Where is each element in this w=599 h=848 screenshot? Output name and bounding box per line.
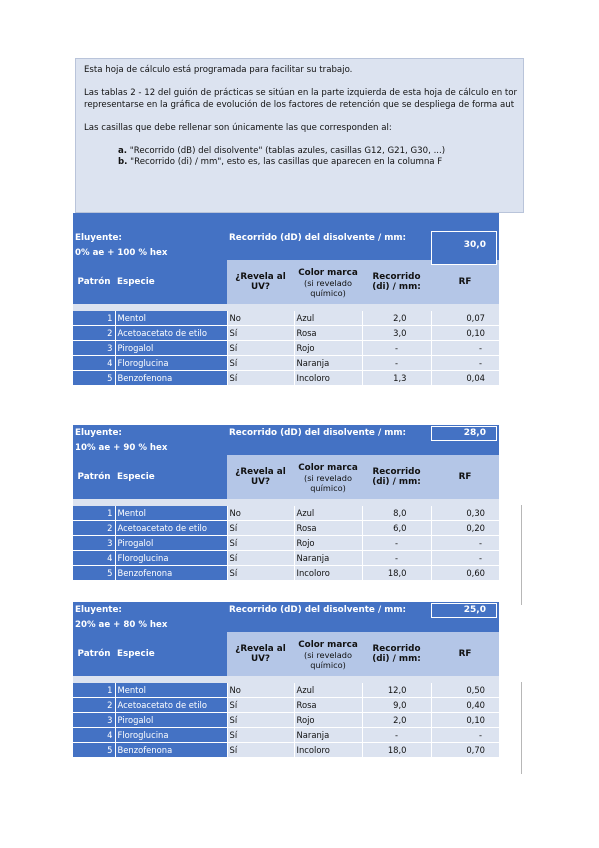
uv-cell: Sí [227, 728, 294, 743]
eluent-header-row [73, 425, 499, 442]
distance-cell[interactable]: 1,3 [362, 371, 431, 386]
color-cell: Azul [294, 683, 362, 698]
distance-cell[interactable]: 6,0 [362, 521, 431, 536]
table-row [73, 728, 499, 743]
species-name: Benzofenona [115, 566, 227, 581]
retention-table-3 [73, 602, 499, 758]
col-header-patron: Patrón [73, 632, 115, 676]
color-cell: Rojo [294, 341, 362, 356]
uv-cell: Sí [227, 326, 294, 341]
eluent-label: Eluyente: [75, 428, 122, 438]
uv-cell: Sí [227, 371, 294, 386]
species-table [73, 632, 499, 758]
species-name: Mentol [115, 311, 227, 326]
distance-cell[interactable]: 3,0 [362, 326, 431, 341]
color-header-sub: (si revelado químico) [304, 472, 352, 493]
col-header-recorrido: Recorrido (di) / mm: [362, 455, 431, 499]
rf-cell: 0,04 [431, 371, 499, 386]
color-header-title: Color marca [298, 267, 358, 278]
col-header-rf: RF [431, 455, 499, 499]
table-row [73, 341, 499, 356]
eluent-composition: 10% ae + 90 % hex [73, 442, 499, 455]
table-row [73, 356, 499, 371]
species-name: Floroglucina [115, 356, 227, 371]
col-header-especie: Especie [115, 455, 227, 499]
rf-cell: 0,10 [431, 713, 499, 728]
col-header-uv: ¿Revela al UV? [227, 455, 294, 499]
species-name: Mentol [115, 683, 227, 698]
col-header-color [294, 455, 362, 499]
instructions-item-a [84, 146, 523, 158]
solvent-distance-cell[interactable] [431, 426, 497, 441]
col-header-patron: Patrón [73, 455, 115, 499]
distance-cell[interactable]: 18,0 [362, 743, 431, 758]
species-name: Pirogalol [115, 536, 227, 551]
patron-number: 2 [73, 698, 115, 713]
item-marker: a. [118, 145, 128, 156]
col-header-rf: RF [431, 260, 499, 304]
uv-cell: Sí [227, 341, 294, 356]
eluent-header-row [73, 602, 499, 619]
rf-cell: 0,10 [431, 326, 499, 341]
table-row [73, 698, 499, 713]
distance-cell[interactable]: 8,0 [362, 506, 431, 521]
solvent-distance-cell[interactable] [431, 603, 497, 618]
retention-table-1 [73, 213, 499, 386]
table-row [73, 536, 499, 551]
item-text: "Recorrido (di) / mm", esto es, las casillas que aparecen en la columna F [127, 157, 443, 167]
table-row [73, 683, 499, 698]
col-header-recorrido: Recorrido (di) / mm: [362, 260, 431, 304]
species-name: Floroglucina [115, 728, 227, 743]
species-name: Acetoacetato de etilo [115, 521, 227, 536]
col-header-uv: ¿Revela al UV? [227, 260, 294, 304]
color-cell: Azul [294, 311, 362, 326]
patron-number: 3 [73, 341, 115, 356]
uv-cell: Sí [227, 743, 294, 758]
rf-cell: - [431, 341, 499, 356]
patron-number: 2 [73, 521, 115, 536]
distance-cell[interactable]: 2,0 [362, 311, 431, 326]
solvent-distance-label: Recorrido (dD) del disolvente / mm: [229, 428, 407, 438]
instructions-line: Esta hoja de cálculo está programada para facilitar su trabajo. [84, 65, 353, 75]
patron-number: 3 [73, 713, 115, 728]
rf-cell: 0,30 [431, 506, 499, 521]
color-header-sub: (si revelado químico) [304, 277, 352, 298]
solvent-distance-label: Recorrido (dD) del disolvente / mm: [229, 605, 407, 615]
retention-table-2 [73, 425, 499, 581]
color-header-title: Color marca [298, 639, 358, 650]
col-header-uv: ¿Revela al UV? [227, 632, 294, 676]
rf-cell: 0,60 [431, 566, 499, 581]
rf-cell: - [431, 551, 499, 566]
species-name: Benzofenona [115, 371, 227, 386]
instructions-box [75, 58, 524, 213]
species-name: Mentol [115, 506, 227, 521]
rf-cell: 0,70 [431, 743, 499, 758]
uv-cell: No [227, 683, 294, 698]
color-cell: Incoloro [294, 371, 362, 386]
uv-cell: Sí [227, 713, 294, 728]
color-header-sub: (si revelado químico) [304, 649, 352, 670]
solvent-distance-label: Recorrido (dD) del disolvente / mm: [229, 233, 407, 243]
col-header-rf: RF [431, 632, 499, 676]
rf-cell: 0,20 [431, 521, 499, 536]
uv-cell: Sí [227, 536, 294, 551]
table-row [73, 521, 499, 536]
color-cell: Azul [294, 506, 362, 521]
eluent-label: Eluyente: [75, 605, 122, 615]
table-row [73, 551, 499, 566]
solvent-distance-value: 25,0 [463, 605, 486, 615]
col-header-especie: Especie [115, 260, 227, 304]
distance-cell[interactable]: - [362, 356, 431, 371]
distance-cell[interactable]: 18,0 [362, 566, 431, 581]
instructions-item-b [84, 157, 523, 169]
uv-cell: Sí [227, 566, 294, 581]
col-header-color [294, 260, 362, 304]
color-cell: Naranja [294, 551, 362, 566]
species-name: Pirogalol [115, 341, 227, 356]
color-cell: Naranja [294, 356, 362, 371]
table-row [73, 743, 499, 758]
color-header-title: Color marca [298, 462, 358, 473]
color-cell: Rojo [294, 713, 362, 728]
uv-cell: Sí [227, 551, 294, 566]
instructions-line: representarse en la gráfica de evolución de los factores de retención que se despliega de forma aut [84, 99, 515, 110]
item-marker: b. [118, 157, 128, 167]
color-cell: Naranja [294, 728, 362, 743]
uv-cell: Sí [227, 521, 294, 536]
species-name: Acetoacetato de etilo [115, 698, 227, 713]
species-name: Benzofenona [115, 743, 227, 758]
patron-number: 1 [73, 506, 115, 521]
eluent-label: Eluyente: [75, 233, 122, 243]
col-header-patron: Patrón [73, 260, 115, 304]
rf-cell: - [431, 536, 499, 551]
patron-number: 2 [73, 326, 115, 341]
instructions-line: Las casillas que debe rellenar son únicamente las que corresponden al: [84, 122, 392, 133]
table-row [73, 371, 499, 386]
table-top-band [73, 213, 499, 230]
rf-cell: 0,07 [431, 311, 499, 326]
cell-border-line [521, 682, 522, 774]
distance-cell[interactable]: 2,0 [362, 713, 431, 728]
rf-cell: - [431, 356, 499, 371]
distance-cell[interactable]: 12,0 [362, 683, 431, 698]
col-header-color [294, 632, 362, 676]
patron-number: 1 [73, 311, 115, 326]
col-header-recorrido: Recorrido (di) / mm: [362, 632, 431, 676]
color-cell: Incoloro [294, 566, 362, 581]
species-table [73, 455, 499, 581]
solvent-distance-cell[interactable] [431, 231, 497, 265]
color-cell: Incoloro [294, 743, 362, 758]
patron-number: 5 [73, 566, 115, 581]
table-row [73, 713, 499, 728]
table-row [73, 506, 499, 521]
distance-cell[interactable]: - [362, 728, 431, 743]
solvent-distance-value: 30,0 [463, 240, 486, 250]
patron-number: 4 [73, 551, 115, 566]
patron-number: 1 [73, 683, 115, 698]
patron-number: 5 [73, 371, 115, 386]
color-cell: Rosa [294, 698, 362, 713]
cell-border-line [521, 505, 522, 605]
uv-cell: No [227, 311, 294, 326]
distance-cell[interactable]: - [362, 536, 431, 551]
instructions-line: Las tablas 2 - 12 del guión de prácticas se sitúan en la parte izquierda de esta hoja de cálculo en tor [84, 88, 518, 98]
patron-number: 4 [73, 356, 115, 371]
patron-number: 4 [73, 728, 115, 743]
distance-cell[interactable]: 9,0 [362, 698, 431, 713]
col-header-especie: Especie [115, 632, 227, 676]
eluent-composition: 20% ae + 80 % hex [73, 619, 499, 632]
table-row [73, 326, 499, 341]
color-cell: Rojo [294, 536, 362, 551]
rf-cell: 0,50 [431, 683, 499, 698]
uv-cell: Sí [227, 356, 294, 371]
uv-cell: Sí [227, 698, 294, 713]
species-name: Pirogalol [115, 713, 227, 728]
eluent-composition: 0% ae + 100 % hex [73, 247, 499, 260]
rf-cell: - [431, 728, 499, 743]
solvent-distance-value: 28,0 [463, 428, 486, 438]
patron-number: 5 [73, 743, 115, 758]
patron-number: 3 [73, 536, 115, 551]
uv-cell: No [227, 506, 294, 521]
distance-cell[interactable]: - [362, 551, 431, 566]
species-table [73, 260, 499, 386]
eluent-header-row [73, 230, 499, 250]
rf-cell: 0,40 [431, 698, 499, 713]
color-cell: Rosa [294, 521, 362, 536]
table-row [73, 311, 499, 326]
species-name: Acetoacetato de etilo [115, 326, 227, 341]
species-name: Floroglucina [115, 551, 227, 566]
table-row [73, 566, 499, 581]
distance-cell[interactable]: - [362, 341, 431, 356]
item-text: "Recorrido (dB) del disolvente" (tablas azules, casillas G12, G21, G30, ...) [127, 145, 446, 156]
color-cell: Rosa [294, 326, 362, 341]
